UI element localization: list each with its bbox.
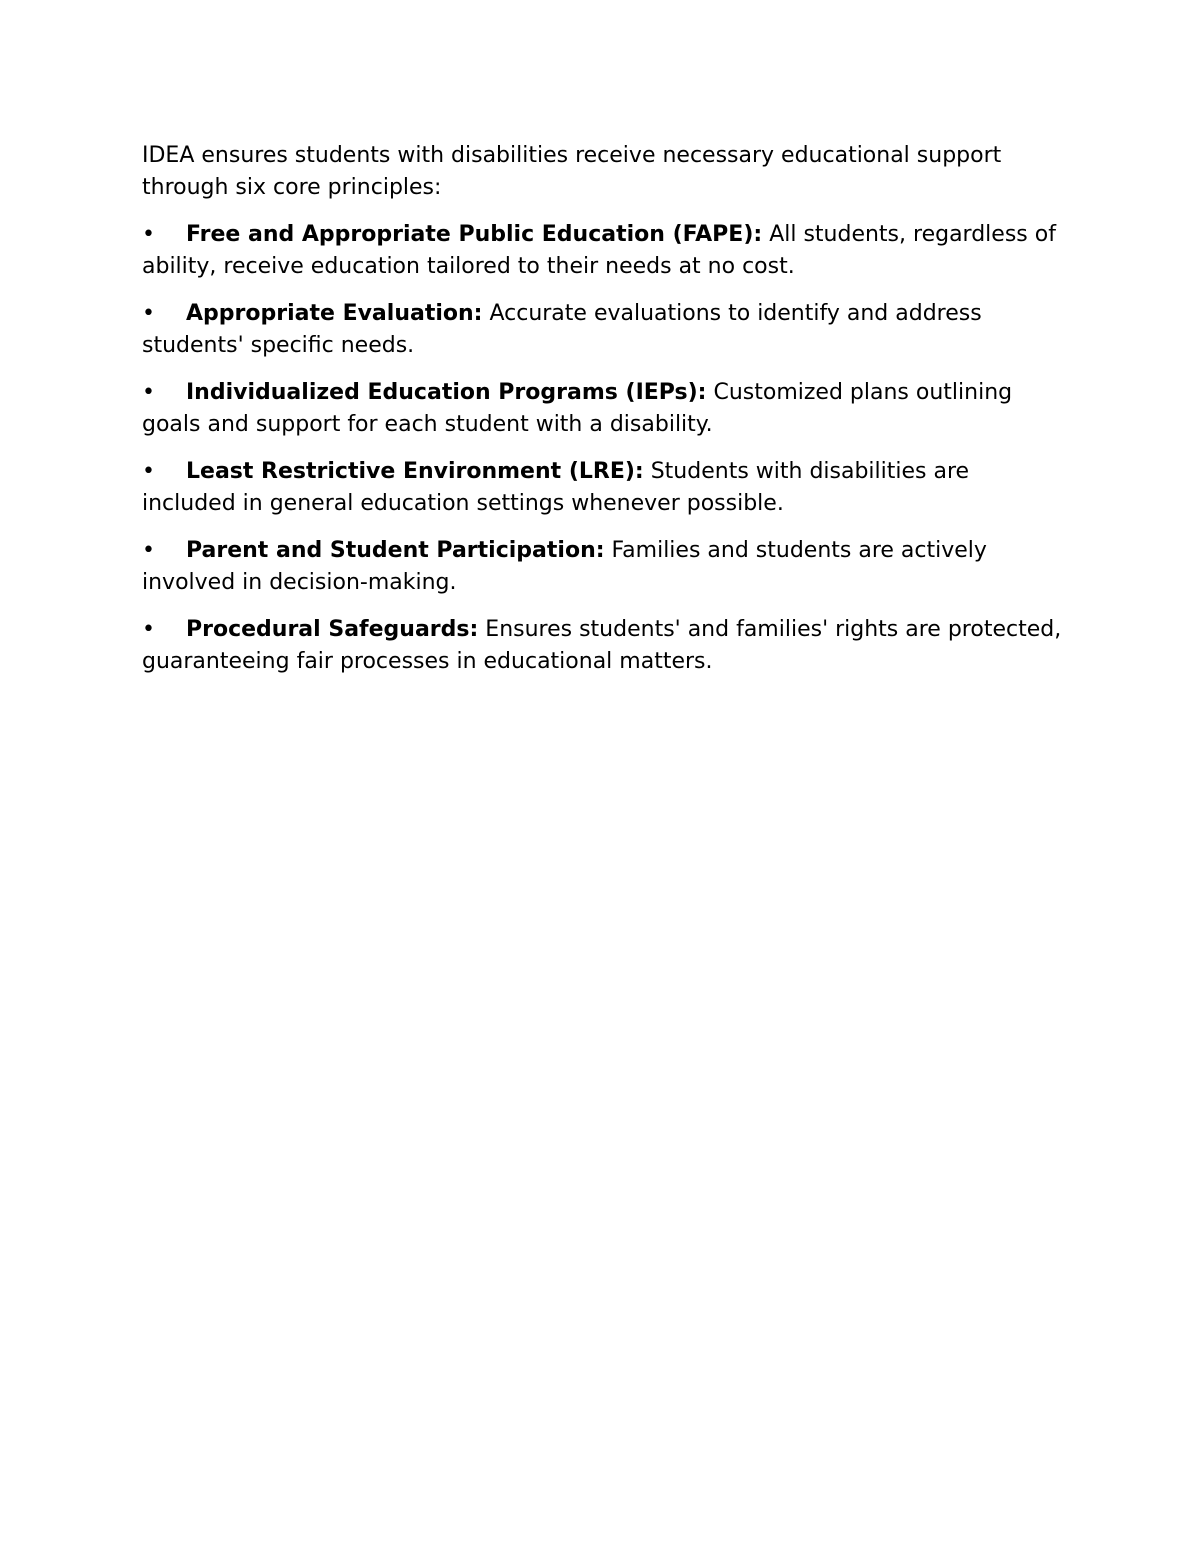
bullet-icon: •	[142, 301, 155, 326]
document-body	[142, 140, 1062, 693]
bullet-icon: •	[142, 222, 155, 247]
principle-term: Individualized Education Programs (IEPs):	[186, 380, 707, 405]
bullet-icon: •	[142, 459, 155, 484]
principle-term: Parent and Student Participation:	[186, 538, 605, 563]
bullet-icon: •	[142, 538, 155, 563]
principle-term: Free and Appropriate Public Education (FAPE):	[186, 222, 763, 247]
principle-description: Families and students are actively involved in decision-making.	[142, 538, 987, 595]
principle-item-safeguards	[142, 614, 1062, 678]
intro-paragraph: IDEA ensures students with disabilities receive necessary educational support through six core principles:	[142, 143, 1002, 200]
principle-term: Appropriate Evaluation:	[186, 301, 483, 326]
principle-description: Students with disabilities are included in general education settings whenever possible.	[142, 459, 970, 516]
principle-item-lre	[142, 456, 1062, 520]
principle-description: Accurate evaluations to identify and address students' specific needs.	[142, 301, 982, 358]
principle-item-fape	[142, 219, 1062, 283]
principle-description: All students, regardless of ability, receive education tailored to their needs at no cost.	[142, 222, 1056, 279]
principle-description: Customized plans outlining goals and support for each student with a disability.	[142, 380, 1013, 437]
principle-description: Ensures students' and families' rights are protected, guaranteeing fair processes in educational matters.	[142, 617, 1062, 674]
principle-term: Procedural Safeguards:	[186, 617, 479, 642]
principle-item-participation	[142, 535, 1062, 599]
principle-term: Least Restrictive Environment (LRE):	[186, 459, 644, 484]
bullet-icon: •	[142, 617, 155, 642]
principle-item-evaluation	[142, 298, 1062, 362]
principle-item-iep	[142, 377, 1062, 441]
bullet-icon: •	[142, 380, 155, 405]
